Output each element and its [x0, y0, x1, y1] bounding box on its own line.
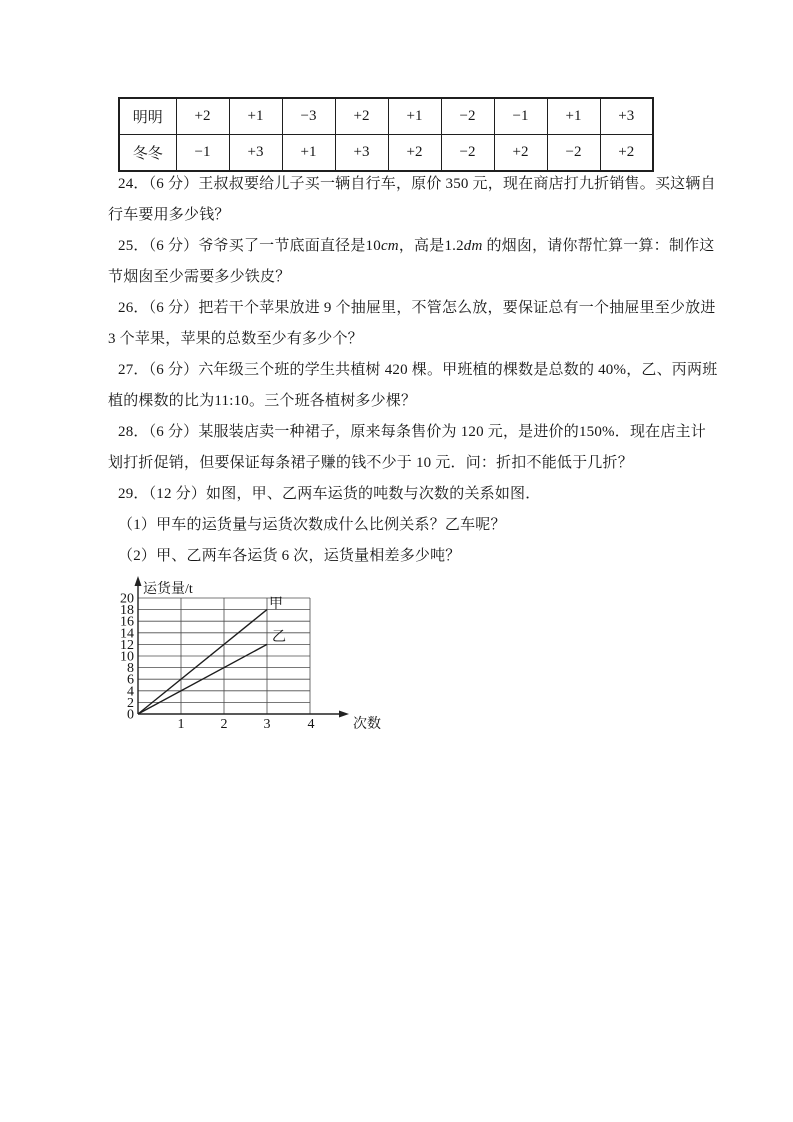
series-label-jia: 甲 [269, 597, 283, 612]
question-24-line-1: 24．（6 分）王叔叔要给儿子买一辆自行车，原价 350 元，现在商店打九折销售。买这辆自 [118, 176, 716, 192]
value-cell: +3 [600, 98, 653, 135]
question-29-sub-2: （2）甲、乙两车各运货 6 次，运货量相差多少吨？ [118, 548, 461, 564]
value-cell: +3 [335, 135, 388, 172]
x-tick: 1 [177, 717, 185, 732]
question-26-line-2: 3 个苹果，苹果的总数至少有多少个？ [108, 331, 363, 347]
value-cell: −2 [441, 98, 494, 135]
x-tick-labels [178, 717, 315, 732]
q25-unit-cm: cm [380, 238, 399, 254]
y-tick: 0 [127, 707, 134, 723]
score-table [118, 97, 654, 172]
x-tick: 3 [263, 717, 271, 732]
q25-unit-dm: dm [463, 238, 483, 254]
y-tick: 20 [120, 591, 134, 607]
value-cell: +1 [547, 98, 600, 135]
q25-text: ，高是1.2 [398, 238, 464, 254]
value-cell: −1 [176, 135, 229, 172]
question-26-line-1: 26．（6 分）把若干个苹果放进 9 个抽屉里，不管怎么放，要保证总有一个抽屉里至少放进 [118, 300, 716, 316]
question-28-line-2: 划打折促销，但要保证每条裙子赚的钱不少于 10 元．问：折扣不能低于几折？ [108, 455, 633, 471]
value-cell: +3 [229, 135, 282, 172]
value-cell: +1 [388, 98, 441, 135]
value-cell: +1 [229, 98, 282, 135]
y-tick: 14 [120, 626, 134, 642]
table-row-mingming [119, 98, 653, 135]
value-cell: +2 [335, 98, 388, 135]
cargo-line-chart [95, 570, 395, 745]
x-axis-title: 次数 [353, 717, 381, 732]
y-tick: 12 [120, 637, 134, 653]
value-cell: +2 [494, 135, 547, 172]
row-name-cell: 明明 [119, 98, 176, 135]
x-tick: 2 [220, 717, 228, 732]
value-cell: −1 [494, 98, 547, 135]
question-25-line-1 [118, 236, 714, 256]
table-row-dongdong [119, 135, 653, 172]
question-29-sub-1: （1）甲车的运货量与运货次数成什么比例关系？乙车呢？ [118, 517, 506, 533]
value-cell: +2 [388, 135, 441, 172]
y-tick: 16 [120, 614, 134, 630]
y-tick: 10 [120, 649, 134, 665]
question-24-line-2: 行车要用多少钱？ [108, 207, 230, 223]
question-25-line-2: 节烟囱至少需要多少铁皮？ [108, 269, 291, 285]
value-cell: +1 [282, 135, 335, 172]
y-tick: 18 [120, 603, 134, 619]
question-28-line-1: 28．（6 分）某服装店卖一种裙子，原来每条售价为 120 元，是进价的150%．现在店主计 [118, 424, 706, 440]
y-axis-arrow-icon [135, 576, 142, 586]
series-line-jia [138, 610, 267, 714]
value-cell: −3 [282, 98, 335, 135]
series-label-yi: 乙 [272, 630, 286, 645]
y-tick: 8 [127, 661, 134, 677]
y-tick-labels [120, 592, 134, 723]
y-axis-title: 运货量/t [143, 582, 193, 597]
question-27-line-1: 27．（6 分）六年级三个班的学生共植树 420 棵。甲班植的棵数是总数的 40%，乙、丙两班 [118, 362, 718, 378]
q25-text: 的烟囱，请你帮忙算一算：制作这 [482, 238, 715, 254]
value-cell: +2 [176, 98, 229, 135]
value-cell: +2 [600, 135, 653, 172]
x-axis-arrow-icon [339, 711, 349, 718]
q25-text: 25．（6 分）爷爷买了一节底面直径是10 [118, 238, 381, 254]
value-cell: −2 [441, 135, 494, 172]
value-cell: −2 [547, 135, 600, 172]
chart-svg [95, 570, 395, 745]
x-tick: 4 [307, 717, 315, 732]
y-tick: 2 [127, 695, 134, 711]
y-tick: 6 [127, 672, 134, 688]
row-name-cell: 冬冬 [119, 135, 176, 172]
question-27-line-2: 植的棵数的比为11:10。三个班各植树多少棵？ [108, 393, 417, 409]
question-29-line-1: 29．（12 分）如图，甲、乙两车运货的吨数与次数的关系如图． [118, 486, 541, 502]
y-tick: 4 [127, 684, 134, 700]
